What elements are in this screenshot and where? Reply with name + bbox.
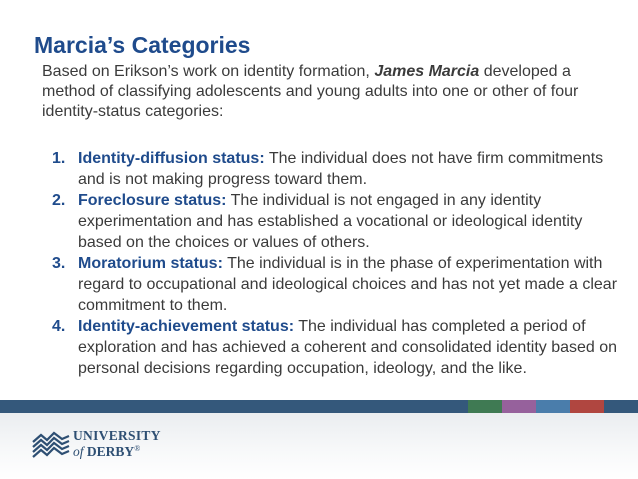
list-item — [52, 316, 622, 379]
list-item — [52, 148, 622, 190]
intro-author: James Marcia — [374, 63, 480, 80]
band-segment-purple — [502, 400, 536, 413]
item-term: Identity-diffusion status: — [78, 150, 265, 167]
logo-of: of — [73, 444, 87, 459]
item-text: The individual is not engaged in any identity experimentation and has established a vocational or ideological identity based on the choices or values of others. — [78, 192, 583, 251]
item-text: The individual has completed a period of exploration and has achieved a coherent and consolidated identity based on personal decisions regarding occupation, ideology, and the like. — [78, 318, 618, 377]
item-number: 1. — [52, 150, 66, 167]
slide-title: Marcia’s Categories — [34, 32, 251, 58]
item-number: 3. — [52, 255, 66, 272]
logo-university-text: UNIVERSITY — [73, 428, 161, 443]
item-term: Moratorium status: — [78, 255, 223, 272]
item-text: The individual is in the phase of experimentation with regard to occupational and ideological choices and has not yet made a clear commitment to them. — [78, 255, 618, 314]
item-number: 4. — [52, 318, 66, 335]
logo-registered: ® — [134, 444, 141, 453]
list-item — [52, 253, 622, 316]
list-item — [52, 190, 622, 253]
logo-derby-text — [73, 444, 140, 460]
logo-derby: DERBY — [86, 444, 135, 459]
item-term: Foreclosure status: — [78, 192, 227, 209]
band-segment-green — [468, 400, 502, 413]
intro-text-before: Based on Erikson’s work on identity formation, — [42, 63, 375, 80]
intro-text-after: developed a method of classifying adolescents and young adults into one or other of four identity-status categories: — [42, 63, 579, 120]
identity-status-list — [52, 148, 622, 379]
intro-paragraph — [42, 62, 622, 122]
item-text: The individual does not have firm commitments and is not making progress toward them. — [78, 150, 604, 188]
band-segment-blue — [536, 400, 570, 413]
item-number: 2. — [52, 192, 66, 209]
university-logo — [32, 428, 162, 464]
item-term: Identity-achievement status: — [78, 318, 295, 335]
band-segment-red — [570, 400, 604, 413]
mountain-logo-icon — [32, 430, 70, 460]
